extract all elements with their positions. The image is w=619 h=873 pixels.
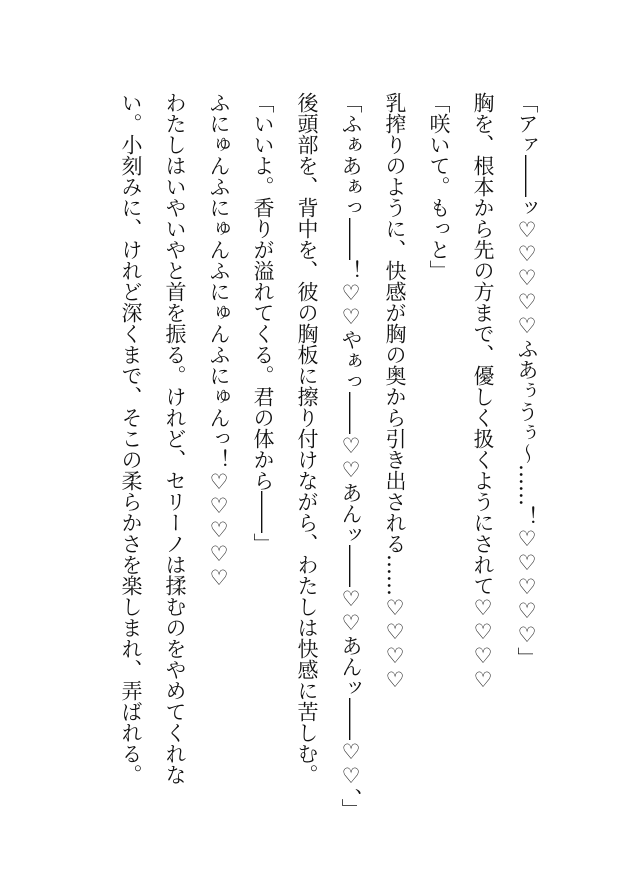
text-line: 胸を、根本から先の方まで、優しく扱くようにされて♡♡♡♡ [471,92,495,692]
text-line: 「咲いて。もっと」 [427,92,451,281]
text-line: 「いいよ。香りが溢れてくる。君の体から――」 [251,92,275,554]
vertical-text-block [109,92,549,820]
text-line: ふにゅんふにゅんふにゅんふにゅんっ！♡♡♡♡♡ [207,92,231,590]
text-line: わたしはいやいやと首を振る。けれど、セリーノは揉むのをやめてくれな [163,92,187,785]
text-line: 「ふぁあぁっ――！♡♡やぁっ――♡♡あんッ――♡♡あんッ――♡♡、」 [339,92,363,820]
text-line: 後頭部を、背中を、彼の胸板に擦り付けながら、わたしは快感に苦しむ。 [295,92,319,785]
text-line: い。小刻みに、けれど深くまで、そこの柔らかさを楽しまれ、弄ばれる。 [119,92,143,785]
text-line: 「アァ――ッ♡♡♡♡♡ふあぅうぅ～……！♡♡♡♡♡」 [515,92,539,668]
text-line: 乳搾りのように、快感が胸の奥から引き出される……♡♡♡♡ [383,92,407,692]
